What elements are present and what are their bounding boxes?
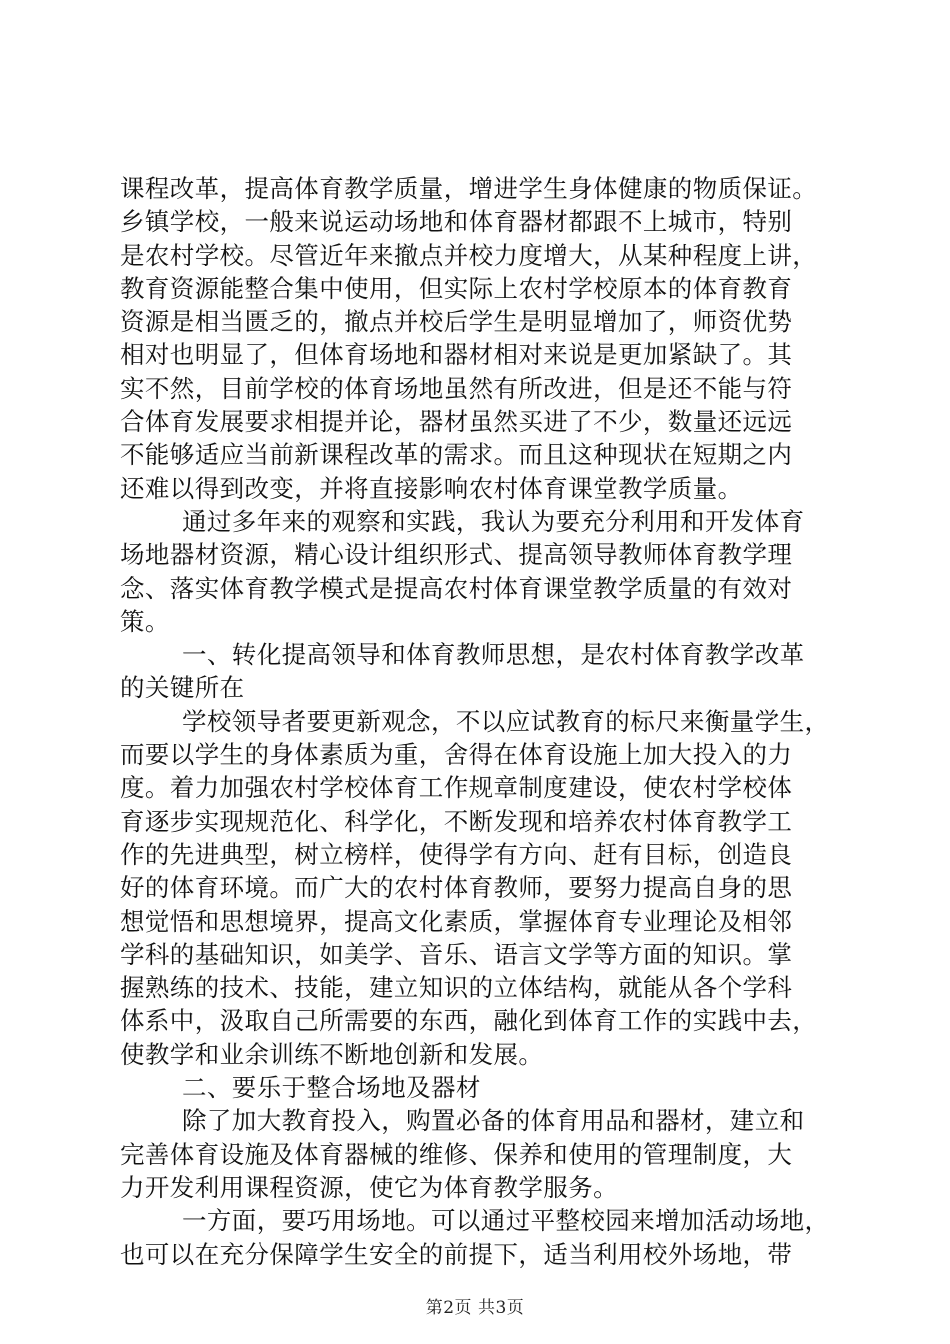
text-line: 学科的基础知识，如美学、音乐、语言文学等方面的知识。掌: [120, 939, 793, 969]
text-line: 好的体育环境。而广大的农村体育教师，要努力提高自身的思: [120, 873, 793, 903]
section-heading-line: 二、要乐于整合场地及器材: [182, 1073, 481, 1103]
text-line: 握熟练的技术、技能，建立知识的立体结构，就能从各个学科: [120, 973, 793, 1003]
text-line: 完善体育设施及体育器械的维修、保养和使用的管理制度，大: [120, 1139, 793, 1169]
text-line: 力开发利用课程资源，使它为体育教学服务。: [120, 1172, 618, 1202]
text-line: 实不然，目前学校的体育场地虽然有所改进，但是还不能与符: [120, 373, 793, 403]
text-line: 除了加大教育投入，购置必备的体育用品和器材，建立和: [182, 1106, 805, 1136]
page-footer: 第2页 共3页: [425, 1298, 525, 1318]
text-line: 策。: [120, 606, 170, 636]
text-line: 不能够适应当前新课程改革的需求。而且这种现状在短期之内: [120, 440, 793, 470]
body-text: [120, 172, 830, 1271]
text-line: 相对也明显了，但体育场地和器材相对来说是更加紧缺了。其: [120, 340, 793, 370]
text-line: 使教学和业余训练不断地创新和发展。: [120, 1039, 544, 1069]
text-line: 也可以在充分保障学生安全的前提下，适当利用校外场地，带: [120, 1239, 793, 1269]
text-line: 是农村学校。尽管近年来撤点并校力度增大，从某种程度上讲，: [120, 240, 818, 270]
text-line: 还难以得到改变，并将直接影响农村体育课堂教学质量。: [120, 473, 743, 503]
text-line: 一方面，要巧用场地。可以通过平整校园来增加活动场地，: [182, 1206, 830, 1236]
section-heading-line: 的关键所在: [120, 673, 245, 703]
text-line: 乡镇学校，一般来说运动场地和体育器材都跟不上城市，特别: [120, 207, 793, 237]
text-line: 作的先进典型，树立榜样，使得学有方向、赶有目标，创造良: [120, 839, 793, 869]
text-line: 度。着力加强农村学校体育工作规章制度建设，使农村学校体: [120, 773, 793, 803]
section-heading-line: 一、转化提高领导和体育教师思想，是农村体育教学改革: [182, 640, 805, 670]
text-line: 合体育发展要求相提并论，器材虽然买进了不少，数量还远远: [120, 407, 793, 437]
text-line: 教育资源能整合集中使用，但实际上农村学校原本的体育教育: [120, 273, 793, 303]
text-line: 课程改革，提高体育教学质量，增进学生身体健康的物质保证。: [120, 174, 818, 203]
text-line: 而要以学生的身体素质为重，舍得在体育设施上加大投入的力: [120, 740, 793, 770]
text-line: 体系中，汲取自己所需要的东西，融化到体育工作的实践中去，: [120, 1006, 818, 1036]
text-line: 念、落实体育教学模式是提高农村体育课堂教学质量的有效对: [120, 573, 793, 603]
text-line: 资源是相当匮乏的，撤点并校后学生是明显增加了，师资优势: [120, 307, 793, 337]
text-line: 通过多年来的观察和实践，我认为要充分利用和开发体育: [182, 506, 805, 536]
text-line: 学校领导者要更新观念，不以应试教育的标尺来衡量学生，: [182, 706, 830, 736]
text-line: 育逐步实现规范化、科学化，不断发现和培养农村体育教学工: [120, 806, 793, 836]
text-line: 想觉悟和思想境界，提高文化素质，掌握体育专业理论及相邻: [120, 906, 793, 936]
text-line: 场地器材资源，精心设计组织形式、提高领导教师体育教学理: [120, 540, 793, 570]
